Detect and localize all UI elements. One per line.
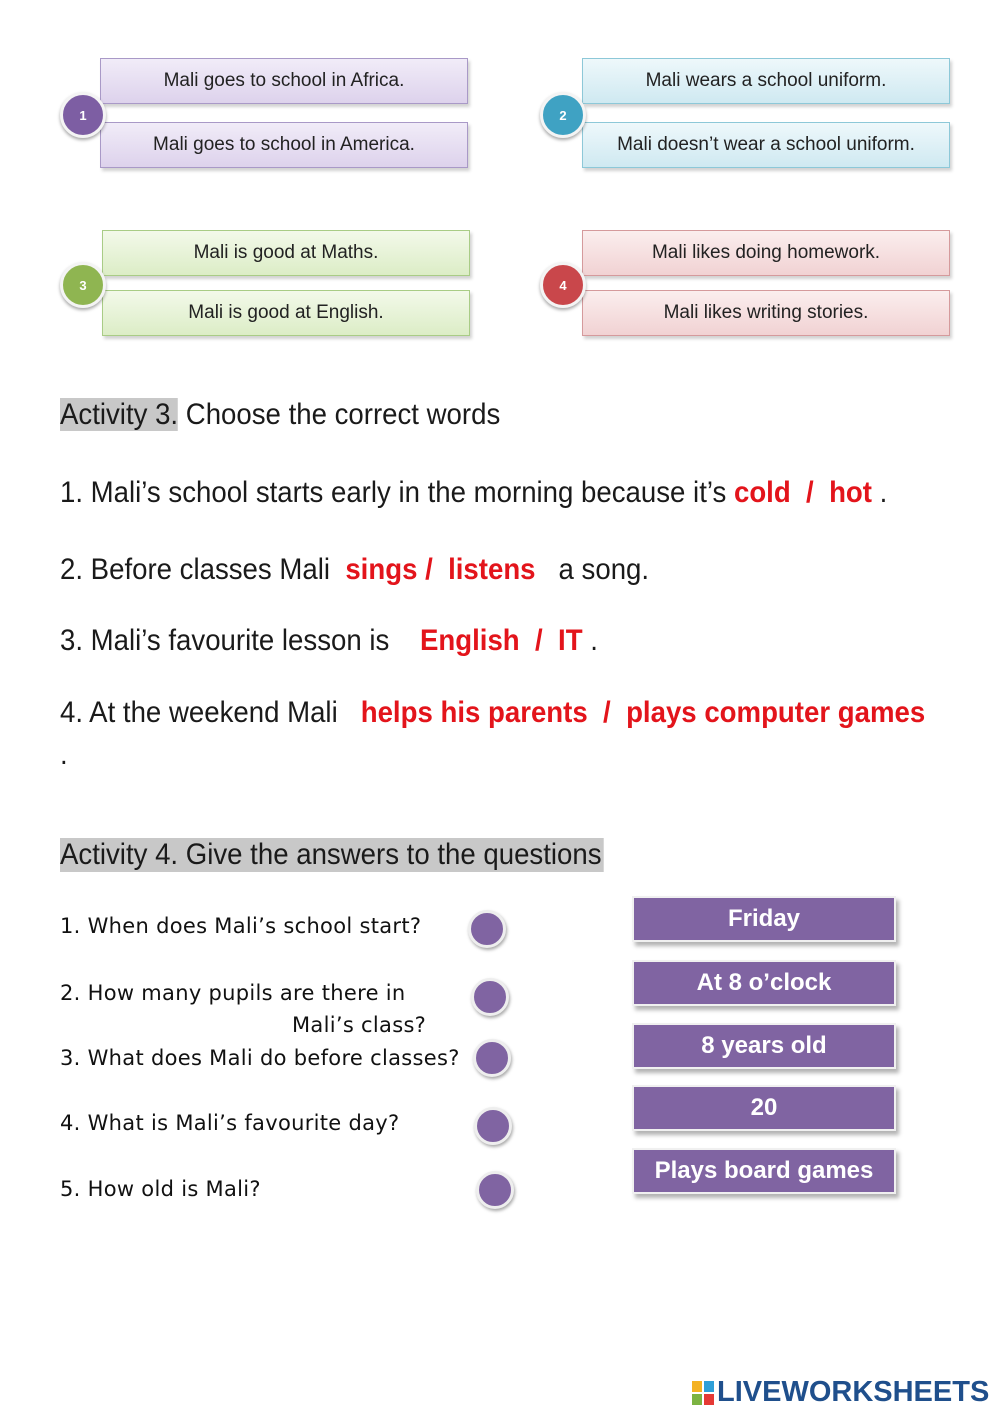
activity-3-title: Choose the correct words [178, 398, 501, 431]
match-dot-question-2[interactable] [471, 978, 509, 1016]
question-1: 1. When does Mali’s school start? [60, 914, 422, 938]
sentence-4-end: . [60, 738, 68, 771]
answer-8-years-old[interactable]: 8 years old [632, 1023, 896, 1069]
choice-group-2 [540, 58, 960, 178]
number-badge-2: 2 [540, 92, 586, 138]
activity-4-heading: Activity 4. Give the answers to the questions [60, 838, 602, 871]
question-2-continued: Mali’s class? [292, 1013, 427, 1037]
question-5: 5. How old is Mali? [60, 1177, 261, 1201]
liveworksheets-logo [692, 1376, 989, 1409]
sentence-2-text: 2. Before classes Mali [60, 553, 338, 586]
match-dot-question-5[interactable] [476, 1171, 514, 1209]
choice-english[interactable]: English [419, 624, 520, 657]
question-4: 4. What is Mali’s favourite day? [60, 1111, 400, 1135]
choice-separator: / [417, 553, 449, 586]
choice-separator: / [587, 696, 627, 729]
option-2b[interactable]: Mali doesn’t wear a school uniform. [582, 122, 950, 168]
sentence-1 [60, 476, 887, 510]
sentence-1-end: . [871, 476, 888, 509]
choice-cold[interactable]: cold [733, 476, 791, 509]
option-4a[interactable]: Mali likes doing homework. [582, 230, 950, 276]
choice-separator: / [790, 476, 830, 509]
sentence-2-end: a song. [535, 553, 650, 586]
option-3a[interactable]: Mali is good at Maths. [102, 230, 470, 276]
liveworksheets-logo-icon [692, 1381, 714, 1405]
question-2: 2. How many pupils are there in [60, 981, 406, 1005]
choice-group-3 [60, 230, 480, 350]
question-3: 3. What does Mali do before classes? [60, 1046, 460, 1070]
option-1b[interactable]: Mali goes to school in America. [100, 122, 468, 168]
activity-3-heading [60, 398, 500, 432]
choice-it[interactable]: IT [558, 624, 583, 657]
number-badge-1: 1 [60, 92, 106, 138]
sentence-4 [60, 696, 925, 730]
liveworksheets-brand: LIVEWORKSHEETS [717, 1376, 990, 1408]
option-4b[interactable]: Mali likes writing stories. [582, 290, 950, 336]
answer-friday[interactable]: Friday [632, 896, 896, 942]
choice-separator: / [519, 624, 559, 657]
choice-sings[interactable]: sings [345, 553, 418, 586]
choice-group-1 [60, 58, 480, 178]
match-dot-question-4[interactable] [474, 1107, 512, 1145]
option-3b[interactable]: Mali is good at English. [102, 290, 470, 336]
option-1a[interactable]: Mali goes to school in Africa. [100, 58, 468, 104]
option-2a[interactable]: Mali wears a school uniform. [582, 58, 950, 104]
sentence-3 [60, 624, 598, 658]
choice-listens[interactable]: listens [448, 553, 536, 586]
match-dot-question-3[interactable] [473, 1039, 511, 1077]
number-badge-4: 4 [540, 262, 586, 308]
answer-plays-board-games[interactable]: Plays board games [632, 1148, 896, 1194]
activity-3-label: Activity 3. [60, 398, 179, 431]
choice-plays-computer-games[interactable]: plays computer games [626, 696, 926, 729]
answer-20[interactable]: 20 [632, 1085, 896, 1131]
choice-group-4 [540, 230, 960, 350]
choice-hot[interactable]: hot [829, 476, 872, 509]
sentence-1-text: 1. Mali’s school starts early in the morning because it’s [60, 476, 734, 509]
sentence-2 [60, 553, 649, 587]
answer-at-8-oclock[interactable]: At 8 o’clock [632, 960, 896, 1006]
sentence-3-end: . [582, 624, 598, 657]
match-dot-question-1[interactable] [468, 910, 506, 948]
choice-helps-his-parents[interactable]: helps his parents [360, 696, 588, 729]
sentence-3-text: 3. Mali’s favourite lesson is [60, 624, 397, 657]
number-badge-3: 3 [60, 262, 106, 308]
sentence-4-text: 4. At the weekend Mali [60, 696, 346, 729]
